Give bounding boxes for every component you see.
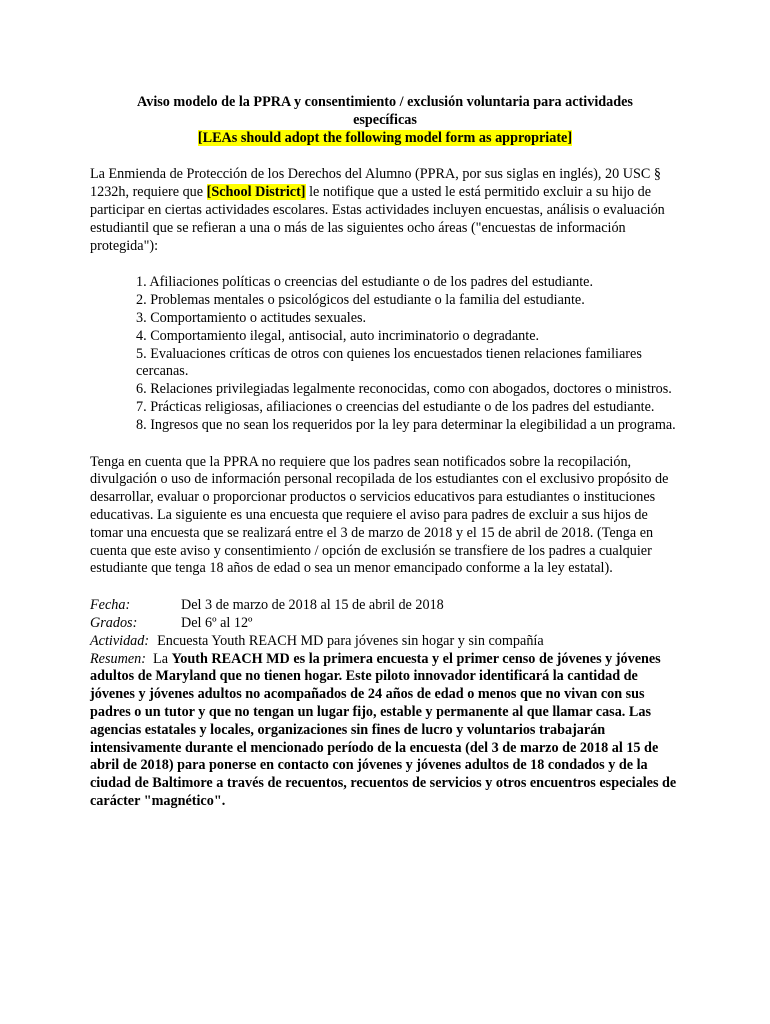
grados-label: Grados:: [90, 614, 138, 631]
title-line-1: Aviso modelo de la PPRA y consentimiento / exclusión voluntaria para actividades: [137, 94, 633, 110]
fecha-row: [90, 597, 680, 615]
note-paragraph: Tenga en cuenta que la PPRA no requiere que los padres sean notificados sobre la recopilación, divulgación o uso de información personal recopilada de los estudiantes con el exclusivo propósito de desarrollar, evaluar o proporcionar productos o servicios educativos para estudiantes o instituciones educativas. La siguiente es una encuesta que requiere el aviso para padres de excluir a sus hijos de tomar una encuesta que se realizará entre el 3 de marzo de 2018 y el 15 de abril de 2018. (Tenga en cuenta que este aviso y consentimiento / opción de exclusión se transfiere de los padres a cualquier estudiante que tenga 18 años de edad o sea un menor emancipado conforme a la ley estatal).: [90, 453, 669, 577]
list-item: 8. Ingresos que no sean los requeridos por la ley para determinar la elegibilidad a un programa.: [136, 416, 676, 433]
protected-areas-list: [90, 274, 680, 434]
grados-value: Del 6º al 12º: [181, 614, 253, 631]
list-item: 5. Evaluaciones críticas de otros con quienes los encuestados tienen relaciones familiares cercanas.: [136, 345, 642, 380]
resumen-text: Youth REACH MD es la primera encuesta y el primer censo de jóvenes y jóvenes adultos de Maryland que no tienen hogar. Este piloto innovador identificará la cantidad de jóvenes y jóvenes adultos no acompañados de 24 años de edad o menos que no vivan con sus padres o un tutor y que no tengan un lugar fijo, estable y permanente al que llamar casa. Las agencias estatales y locales, organizaciones sin fines de lucro y voluntarios trabajarán intensivamente durante el mencionado período de la encuesta (del 3 de marzo de 2018 al 15 de abril de 2018) para ponerse en contacto con jóvenes y jóvenes adultos de 18 condados y de la ciudad de Baltimore a través de recuentos, recuentos de servicios y otros encuentros especiales de carácter "magnético".: [90, 650, 677, 809]
intro-paragraph: [90, 166, 680, 255]
list-item: 2. Problemas mentales o psicológicos del estudiante o la familia del estudiante.: [136, 292, 585, 309]
resumen-label: Resumen:: [90, 650, 146, 667]
actividad-label: Actividad:: [90, 632, 150, 649]
document-title: [90, 94, 680, 147]
intro-text-start: La Enmienda de Protección de los Derechos del Alumno (PPRA, por sus siglas en inglés), 20 USC § 1232h, requiere que: [90, 166, 661, 201]
lea-instruction: [LEAs should adopt the following model form as appropriate]: [197, 129, 573, 146]
survey-details: [90, 597, 680, 811]
school-district-placeholder: [School District]: [206, 184, 306, 201]
fecha-value: Del 3 de marzo de 2018 al 15 de abril de 2018: [181, 597, 444, 614]
title-line-2: específicas: [353, 111, 417, 128]
list-item: 4. Comportamiento ilegal, antisocial, auto incriminatorio o degradante.: [136, 327, 540, 344]
intro-text-end: le notifique que a usted le está permitido excluir a su hijo de participar en ciertas actividades escolares. Estas actividades incluyen encuestas, análisis o evaluación estudiantil que se refieran a una o más de las siguientes ocho áreas ("encuestas de información protegida"):: [90, 184, 665, 254]
list-item: 3. Comportamiento o actitudes sexuales.: [136, 309, 367, 326]
actividad-row: [90, 633, 680, 651]
list-item: 7. Prácticas religiosas, afiliaciones o creencias del estudiante o de los padres del estudiante.: [136, 398, 655, 415]
fecha-label: Fecha:: [90, 597, 131, 614]
list-item: 6. Relaciones privilegiadas legalmente reconocidas, como con abogados, doctores o ministros.: [136, 381, 672, 398]
resumen-paragraph: [90, 651, 680, 811]
resumen-prefix: La: [153, 650, 172, 667]
list-item: 1. Afiliaciones políticas o creencias del estudiante o de los padres del estudiante.: [136, 274, 594, 291]
grados-row: [90, 615, 680, 633]
document-body: [90, 94, 680, 811]
actividad-value: Encuesta Youth REACH MD para jóvenes sin hogar y sin compañía: [157, 632, 544, 649]
